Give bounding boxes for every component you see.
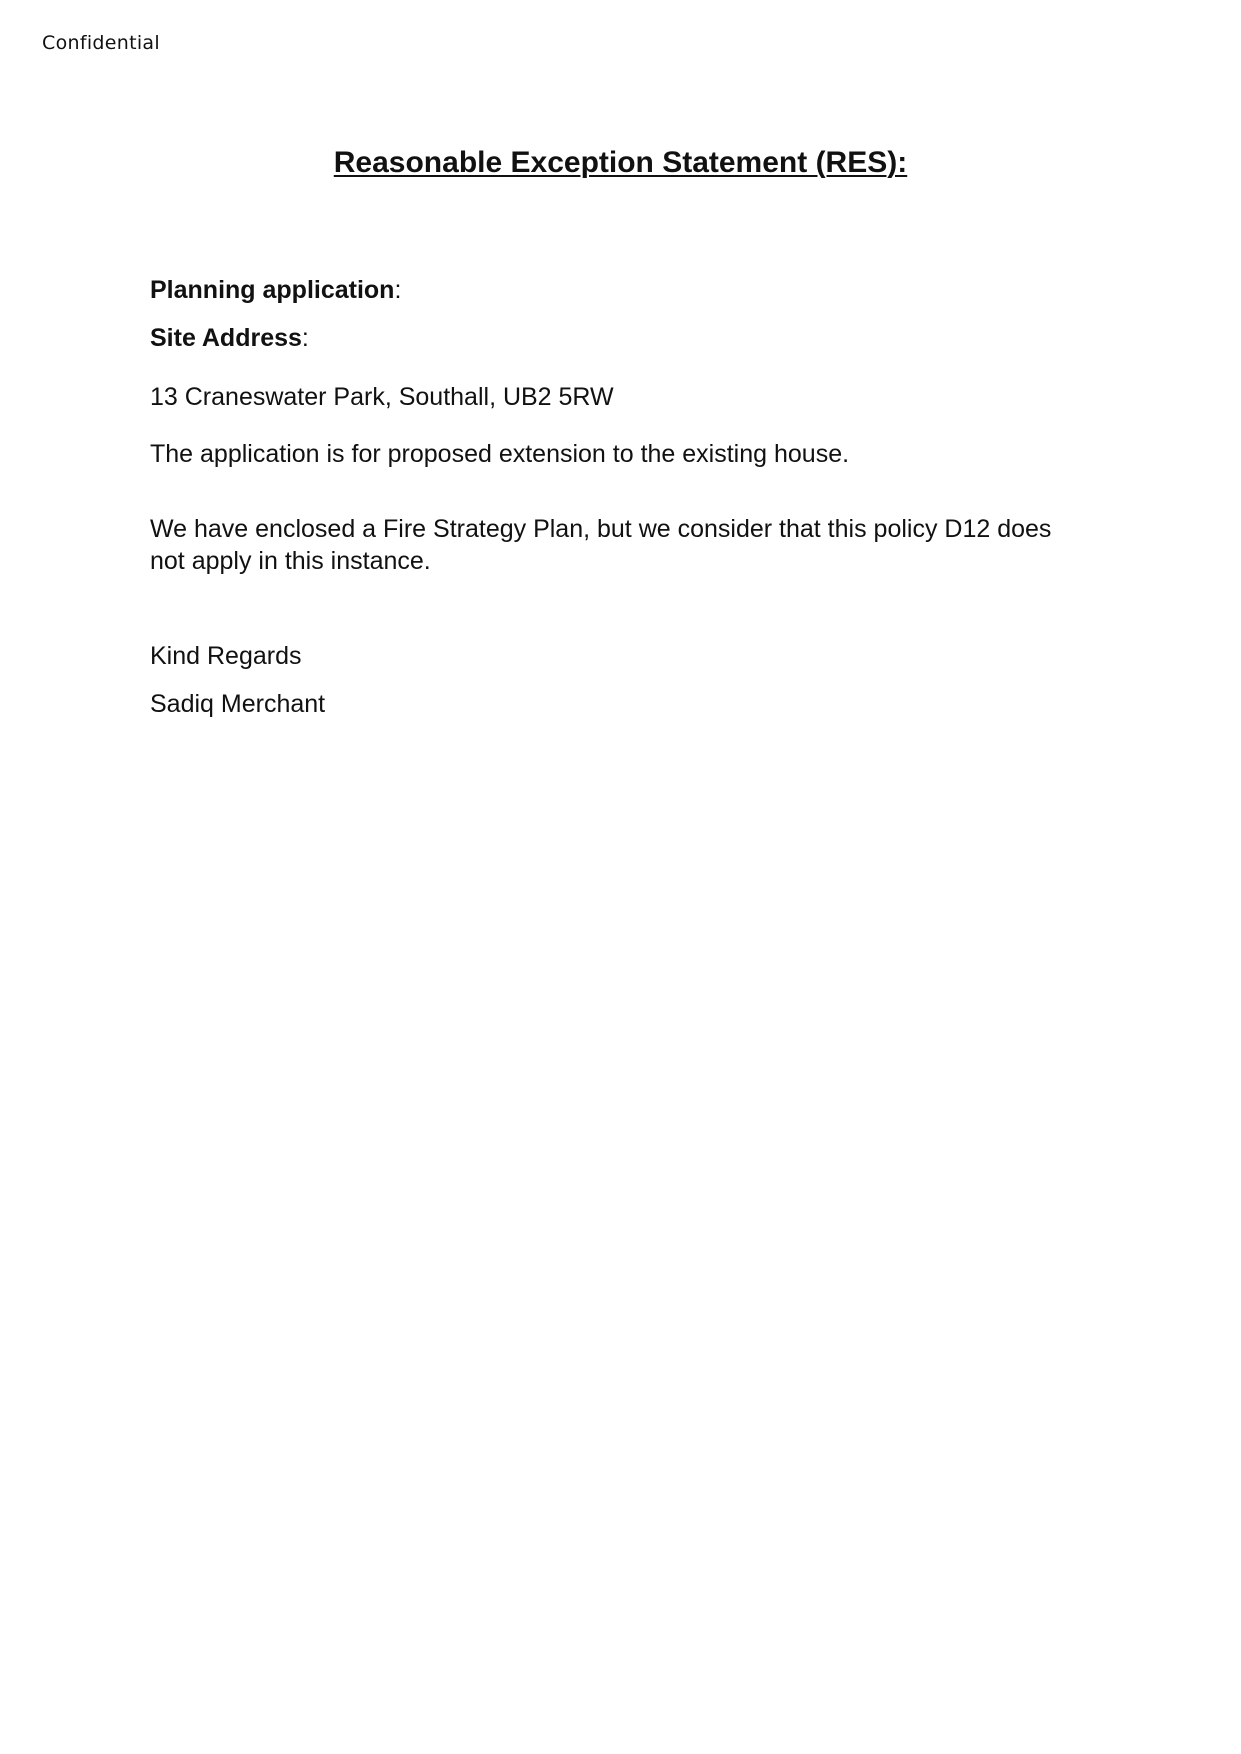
confidential-label: Confidential	[42, 32, 160, 54]
signatory-name: Sadiq Merchant	[150, 690, 326, 718]
planning-application-separator: :	[394, 276, 402, 304]
site-address-label: Site Address	[150, 324, 302, 352]
application-description: The application is for proposed extension to the existing house.	[150, 440, 850, 468]
planning-application-field	[150, 276, 401, 305]
statement-paragraph: We have enclosed a Fire Strategy Plan, but we consider that this policy D12 does not apply in this instance.	[150, 515, 1052, 575]
site-address-field	[150, 324, 309, 353]
planning-application-label: Planning application	[150, 276, 395, 304]
site-address-separator: :	[301, 324, 309, 352]
site-address-value: 13 Craneswater Park, Southall, UB2 5RW	[150, 383, 614, 411]
document-title: Reasonable Exception Statement (RES):	[333, 146, 908, 179]
closing-line: Kind Regards	[150, 642, 302, 670]
